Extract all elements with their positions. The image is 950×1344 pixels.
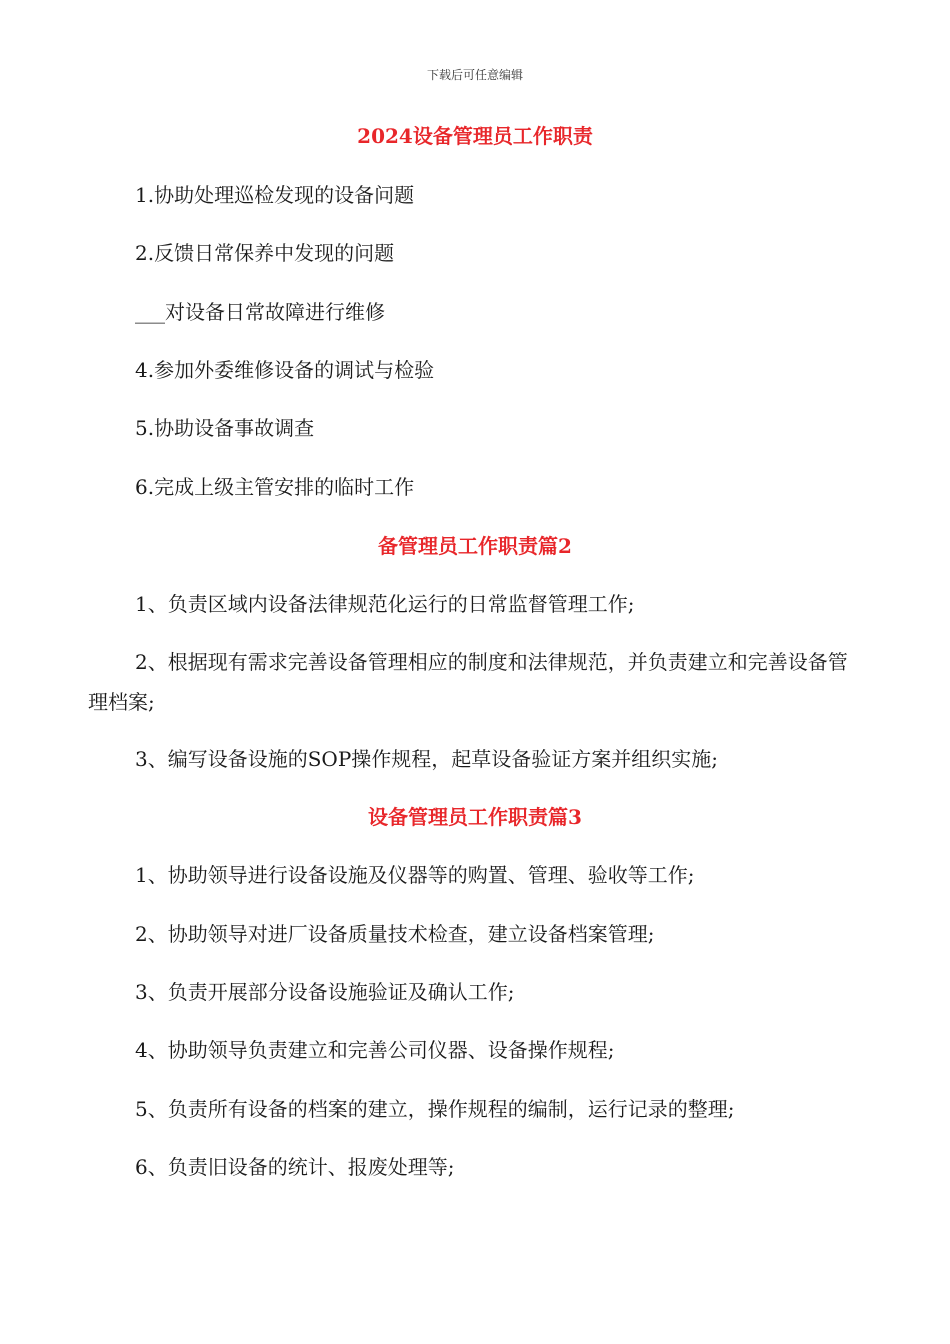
section3-title: 设备管理员工作职责篇3 xyxy=(368,805,582,829)
list-item: 4、协助领导负责建立和完善公司仪器、设备操作规程; xyxy=(135,1038,615,1062)
list-item: 1.协助处理巡检发现的设备问题 xyxy=(135,183,415,207)
list-item: 3、编写设备设施的SOP操作规程，起草设备验证方案并组织实施; xyxy=(135,747,719,771)
list-item: 4.参加外委维修设备的调试与检验 xyxy=(135,358,435,382)
list-item: 2.反馈日常保养中发现的问题 xyxy=(135,241,395,265)
list-item: 1、负责区域内设备法律规范化运行的日常监督管理工作; xyxy=(135,592,635,616)
list-item: 6.完成上级主管安排的临时工作 xyxy=(135,475,415,499)
list-item: 5.协助设备事故调查 xyxy=(135,416,315,440)
list-item: 3、负责开展部分设备设施验证及确认工作; xyxy=(135,980,515,1004)
section2-title: 备管理员工作职责篇2 xyxy=(378,534,572,558)
list-item: 1、协助领导进行设备设施及仪器等的购置、管理、验收等工作; xyxy=(135,863,695,887)
list-item: ___对设备日常故障进行维修 xyxy=(135,300,385,324)
list-item: 5、负责所有设备的档案的建立，操作规程的编制，运行记录的整理; xyxy=(135,1097,735,1121)
list-item: 2、协助领导对进厂设备质量技术检查，建立设备档案管理; xyxy=(135,922,655,946)
section1-title: 2024设备管理员工作职责 xyxy=(357,124,593,148)
list-item: 2、根据现有需求完善设备管理相应的制度和法律规范，并负责建立和完善设备管理档案; xyxy=(88,650,848,714)
header-note: 下载后可任意编辑 xyxy=(426,68,523,82)
list-item: 6、负责旧设备的统计、报废处理等; xyxy=(135,1155,455,1179)
